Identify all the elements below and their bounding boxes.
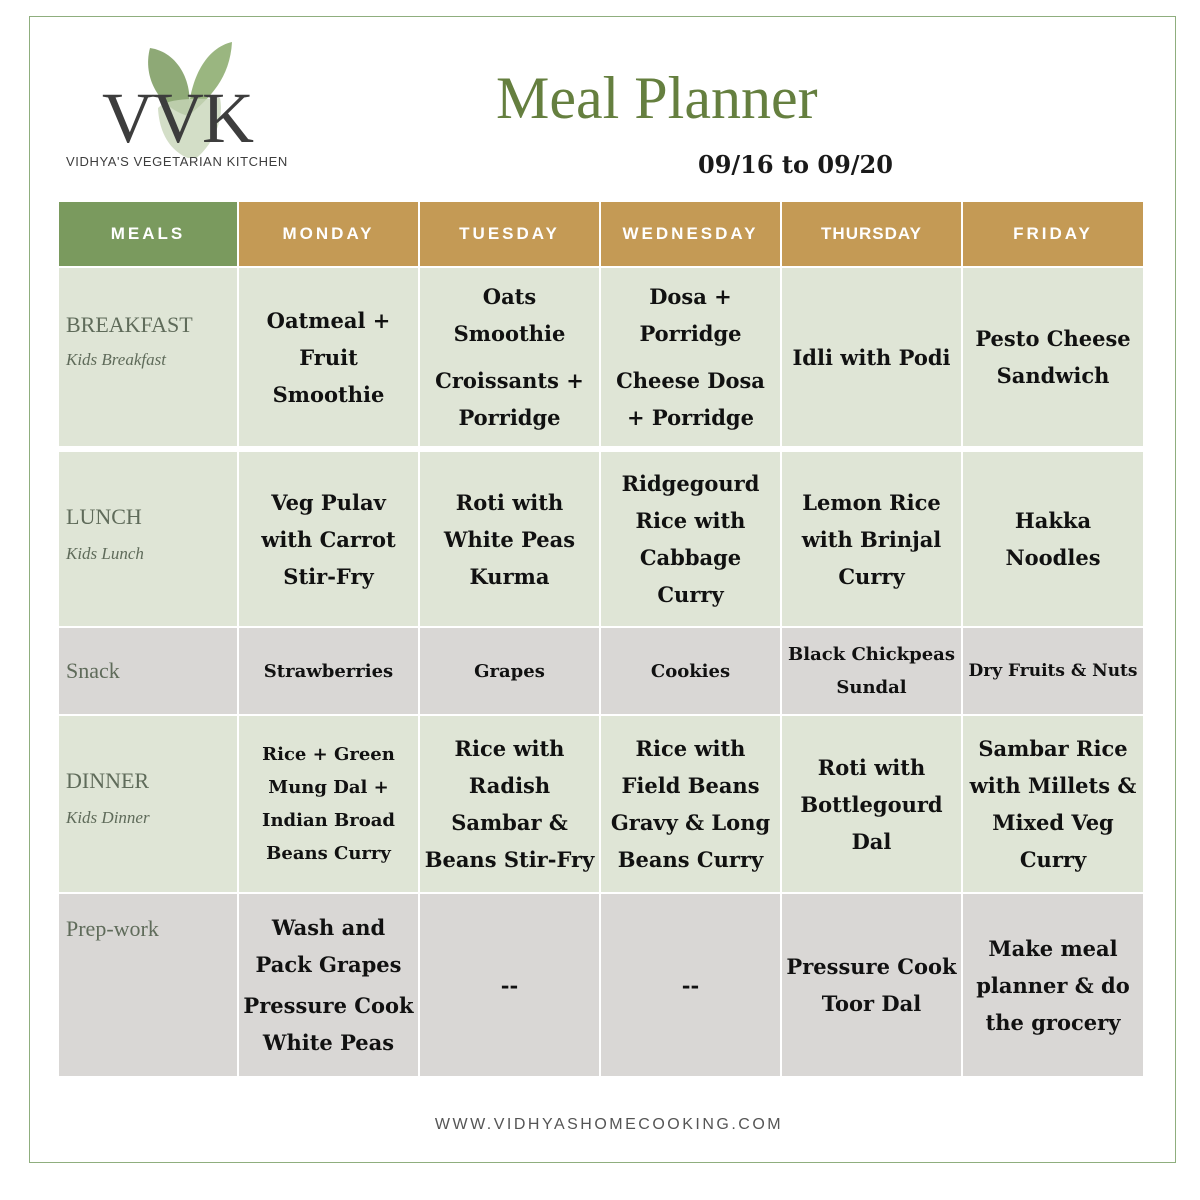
meal-cell bbox=[239, 450, 420, 626]
dish: Cheese Dosa + Porridge bbox=[616, 368, 765, 430]
meal-cell bbox=[782, 266, 963, 446]
dish: Roti with Bottlegourd Dal bbox=[800, 754, 943, 854]
meal-cell bbox=[963, 892, 1145, 1076]
meal-cell bbox=[420, 626, 601, 714]
row-label-dinner bbox=[59, 714, 239, 892]
dish: Idli with Podi bbox=[792, 344, 951, 370]
meal-cell bbox=[239, 714, 420, 892]
meal-cell bbox=[963, 450, 1145, 626]
meal-cell bbox=[420, 266, 601, 446]
website-footer: WWW.VIDHYASHOMECOOKING.COM bbox=[434, 1116, 784, 1133]
meal-cell bbox=[420, 450, 601, 626]
vvk-logo bbox=[60, 38, 320, 178]
dish: -- bbox=[500, 972, 519, 998]
table-row-snack bbox=[59, 626, 1145, 714]
meal-cell bbox=[420, 714, 601, 892]
table-row-breakfast bbox=[59, 266, 1145, 446]
dish: Make meal planner & do the grocery bbox=[976, 935, 1130, 1035]
dish: Rice + Green Mung Dal + Indian Broad Beans Curry bbox=[262, 744, 395, 864]
meal-cell bbox=[601, 450, 782, 626]
dish: Rice with Field Beans Gravy & Long Beans Curry bbox=[610, 736, 771, 872]
dish: Oats Smoothie bbox=[453, 284, 566, 346]
meal-name: Prep-work bbox=[66, 916, 159, 941]
day-header-friday: FRIDAY bbox=[963, 202, 1145, 266]
dish: Pesto Cheese Sandwich bbox=[975, 326, 1131, 388]
meal-cell bbox=[601, 714, 782, 892]
row-label-lunch bbox=[59, 450, 239, 626]
dish: -- bbox=[681, 972, 700, 998]
row-label-prep-work bbox=[59, 892, 239, 1076]
meal-plan-table bbox=[59, 202, 1145, 1076]
dish: Dry Fruits & Nuts bbox=[968, 660, 1138, 681]
meal-cell bbox=[601, 266, 782, 446]
meals-column-header: MEALS bbox=[59, 202, 239, 266]
dish: Lemon Rice with Brinjal Curry bbox=[801, 489, 942, 589]
dish: Sambar Rice with Millets & Mixed Veg Curry bbox=[969, 736, 1137, 872]
row-label-breakfast bbox=[59, 266, 239, 446]
meal-cell bbox=[239, 266, 420, 446]
table-row-lunch bbox=[59, 450, 1145, 626]
row-label-snack bbox=[59, 626, 239, 714]
dish: Oatmeal + Fruit Smoothie bbox=[266, 307, 391, 407]
dish: Hakka Noodles bbox=[1005, 508, 1101, 570]
meal-cell bbox=[601, 892, 782, 1076]
meal-name: BREAKFAST bbox=[66, 312, 193, 337]
meal-name: DINNER bbox=[66, 768, 150, 793]
dish: Dosa + Porridge bbox=[639, 284, 742, 346]
table-row-prep-work bbox=[59, 892, 1145, 1076]
dish: Cookies bbox=[650, 660, 731, 682]
kids-label: Kids Lunch bbox=[66, 544, 144, 563]
dish: Roti with White Peas Kurma bbox=[443, 489, 576, 589]
day-header-thursday: THURSDAY bbox=[782, 202, 963, 266]
meal-name: LUNCH bbox=[66, 504, 142, 529]
meal-cell bbox=[782, 892, 963, 1076]
page-title: Meal Planner bbox=[496, 65, 818, 131]
logo-brand-name: VIDHYA'S VEGETARIAN KITCHEN bbox=[66, 154, 288, 169]
dish: Pressure Cook White Peas bbox=[243, 993, 414, 1055]
meal-cell bbox=[239, 892, 420, 1076]
meal-cell bbox=[963, 626, 1145, 714]
dish: Wash and Pack Grapes bbox=[255, 915, 402, 977]
meal-cell bbox=[420, 892, 601, 1076]
meal-cell bbox=[601, 626, 782, 714]
kids-label: Kids Breakfast bbox=[66, 350, 166, 369]
meal-cell bbox=[782, 450, 963, 626]
day-header-tuesday: TUESDAY bbox=[420, 202, 601, 266]
meal-cell bbox=[782, 626, 963, 714]
day-header-wednesday: WEDNESDAY bbox=[601, 202, 782, 266]
dish: Pressure Cook Toor Dal bbox=[786, 954, 957, 1016]
dish: Grapes bbox=[474, 660, 545, 682]
logo-letters: VVK bbox=[102, 78, 252, 158]
dish: Veg Pulav with Carrot Stir-Fry bbox=[261, 489, 396, 589]
dish: Strawberries bbox=[263, 660, 394, 682]
dish: Black Chickpeas Sundal bbox=[788, 644, 955, 698]
kids-label: Kids Dinner bbox=[66, 808, 150, 827]
day-header-monday: MONDAY bbox=[239, 202, 420, 266]
header-row bbox=[59, 202, 1145, 266]
meal-cell bbox=[963, 714, 1145, 892]
meal-cell bbox=[963, 266, 1145, 446]
meal-cell bbox=[782, 714, 963, 892]
dish: Ridgegourd Rice with Cabbage Curry bbox=[621, 471, 760, 607]
date-range: 09/16 to 09/20 bbox=[698, 150, 893, 179]
table-row-dinner bbox=[59, 714, 1145, 892]
dish: Croissants + Porridge bbox=[435, 368, 584, 430]
meal-cell bbox=[239, 626, 420, 714]
meal-name: Snack bbox=[66, 658, 120, 683]
dish: Rice with Radish Sambar & Beans Stir-Fry bbox=[424, 736, 595, 872]
